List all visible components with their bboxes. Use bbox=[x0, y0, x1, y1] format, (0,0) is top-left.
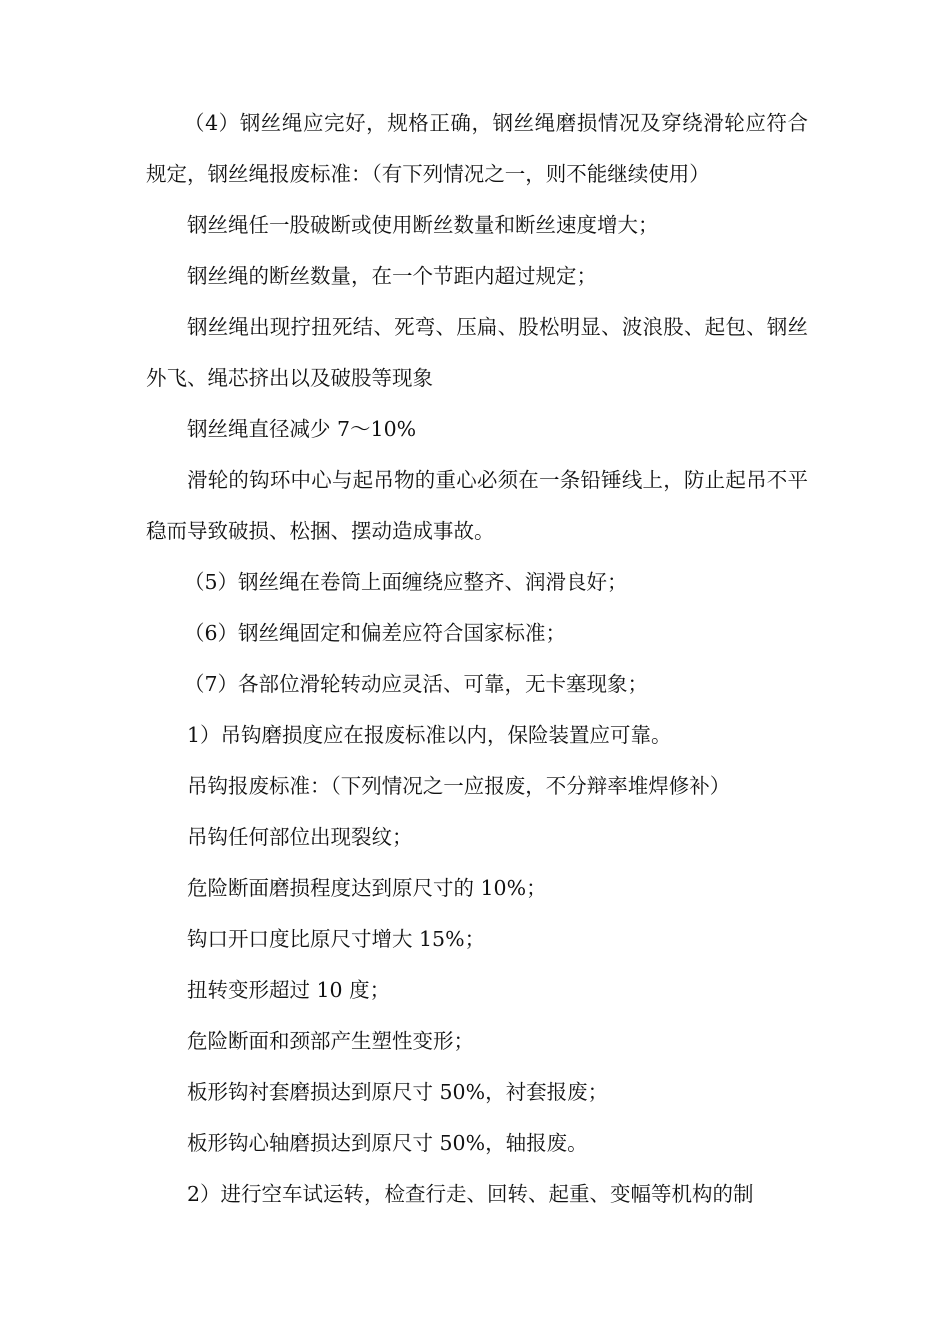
paragraph-hook-cracks: 吊钩任何部位出现裂纹； bbox=[187, 825, 413, 849]
paragraph-test-run: 2）进行空车试运转，检查行走、回转、起重、变幅等机构的制 bbox=[187, 1182, 754, 1206]
paragraph-deformation: 钢丝绳出现拧扭死结、死弯、压扁、股松明显、波浪股、起包、钢丝外飞、绳芯挤出以及破股等现象 bbox=[146, 315, 808, 390]
paragraph-strand-break: 钢丝绳任一股破断或使用断丝数量和断丝速度增大； bbox=[187, 213, 659, 237]
paragraph-drum-winding: （5）钢丝绳在卷筒上面缠绕应整齐、润滑良好； bbox=[184, 570, 628, 594]
paragraph-spindle-wear: 板形钩心轴磨损达到原尺寸 50%，轴报废。 bbox=[187, 1131, 588, 1155]
paragraph-bushing-wear: 板形钩衬套磨损达到原尺寸 50%，衬套报废； bbox=[187, 1080, 609, 1104]
paragraph-pulley-rotation: （7）各部位滑轮转动应灵活、可靠，无卡塞现象； bbox=[184, 672, 649, 696]
paragraph-fixing-tolerance: （6）钢丝绳固定和偏差应符合国家标准； bbox=[184, 621, 567, 645]
paragraph-section-wear: 危险断面磨损程度达到原尺寸的 10%； bbox=[187, 876, 547, 900]
paragraph-pulley-alignment: 滑轮的钩环中心与起吊物的重心必须在一条铅锤线上，防止起吊不平稳而导致破损、松捆、摆动造成事故。 bbox=[146, 468, 808, 543]
paragraph-wire-rope-inspection: （4）钢丝绳应完好，规格正确，钢丝绳磨损情况及穿绕滑轮应符合规定，钢丝绳报废标准：（有下列情况之一，则不能继续使用） bbox=[146, 111, 808, 186]
paragraph-plastic-deformation: 危险断面和颈部产生塑性变形； bbox=[187, 1029, 474, 1053]
paragraph-hook-opening: 钩口开口度比原尺寸增大 15%； bbox=[187, 927, 486, 951]
document-body bbox=[146, 98, 808, 1220]
paragraph-hook-scrap-standard: 吊钩报废标准：（下列情况之一应报废，不分辩率堆焊修补） bbox=[187, 774, 731, 798]
paragraph-broken-wire-count: 钢丝绳的断丝数量，在一个节距内超过规定； bbox=[187, 264, 597, 288]
paragraph-diameter-reduction: 钢丝绳直径减少 7～10% bbox=[187, 417, 417, 441]
paragraph-hook-wear: 1）吊钩磨损度应在报废标准以内，保险装置应可靠。 bbox=[187, 723, 672, 747]
paragraph-torsion: 扭转变形超过 10 度； bbox=[187, 978, 391, 1002]
